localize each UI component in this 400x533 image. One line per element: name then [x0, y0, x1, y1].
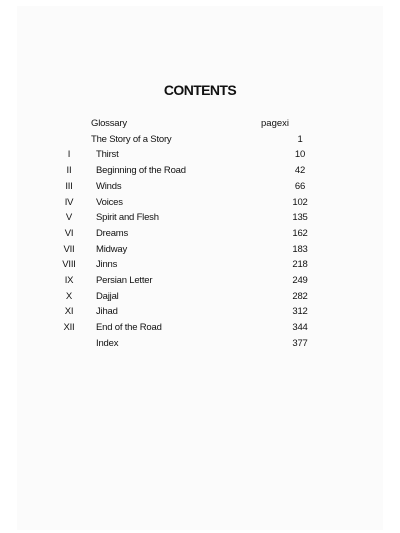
toc-entry: [0, 289, 400, 304]
toc-entry: [0, 179, 400, 194]
page-number: 162: [292, 227, 308, 239]
toc-entry: [0, 163, 400, 178]
page-number: 135: [292, 212, 308, 224]
page-number: 282: [292, 290, 308, 302]
chapter-title: Jinns: [96, 259, 118, 271]
toc-entry: [0, 116, 400, 131]
chapter-number: X: [65, 290, 73, 302]
chapter-title: The Story of a Story: [91, 133, 172, 145]
page-column-header: pagexi: [261, 118, 289, 129]
page-number: 102: [292, 196, 308, 208]
contents-title: CONTENTS: [163, 82, 237, 98]
toc-entry: [0, 195, 400, 210]
page-number: 42: [294, 165, 306, 177]
chapter-number: I: [67, 149, 71, 161]
chapter-title: Dajjal: [96, 290, 119, 302]
page-number: 10: [294, 149, 306, 161]
page-number: 1: [297, 133, 303, 145]
chapter-number: XI: [64, 306, 74, 318]
page-number: 183: [292, 243, 308, 255]
toc-entry: [0, 320, 400, 335]
chapter-number: VI: [64, 227, 74, 239]
page-number: 66: [294, 180, 306, 192]
chapter-number: V: [65, 212, 73, 224]
toc-entry: [0, 226, 400, 241]
page-number: 344: [292, 322, 308, 334]
chapter-number: XII: [63, 322, 75, 334]
toc-entry: [0, 304, 400, 319]
chapter-number: VIII: [62, 259, 76, 271]
toc-entry: [0, 257, 400, 272]
toc-entry: [0, 273, 400, 288]
page-number: 377: [292, 337, 308, 349]
page-number: 249: [292, 275, 308, 286]
toc-entry: [0, 210, 400, 225]
chapter-title: Thirst: [96, 149, 119, 161]
chapter-title: Winds: [96, 180, 122, 192]
chapter-number: IV: [64, 196, 74, 208]
chapter-title: Glossary: [91, 118, 127, 129]
chapter-title: Index: [96, 337, 119, 349]
toc-entry: [0, 132, 400, 147]
toc-entry: [0, 242, 400, 257]
chapter-title: End of the Road: [96, 322, 162, 334]
chapter-number: IX: [64, 275, 74, 286]
chapter-title: Persian Letter: [96, 275, 153, 286]
chapter-title: Jihad: [96, 306, 118, 318]
chapter-title: Midway: [96, 243, 128, 255]
page-number: 218: [292, 259, 308, 271]
chapter-title: Dreams: [96, 227, 129, 239]
toc-entry: [0, 147, 400, 162]
page-number: 312: [292, 306, 308, 318]
chapter-title: Voices: [96, 196, 123, 208]
chapter-title: Spirit and Flesh: [96, 212, 159, 224]
chapter-title: Beginning of the Road: [96, 165, 186, 177]
toc-entry: [0, 336, 400, 351]
chapter-number: VII: [63, 243, 75, 255]
chapter-number: II: [66, 165, 72, 177]
chapter-number: III: [65, 180, 73, 192]
